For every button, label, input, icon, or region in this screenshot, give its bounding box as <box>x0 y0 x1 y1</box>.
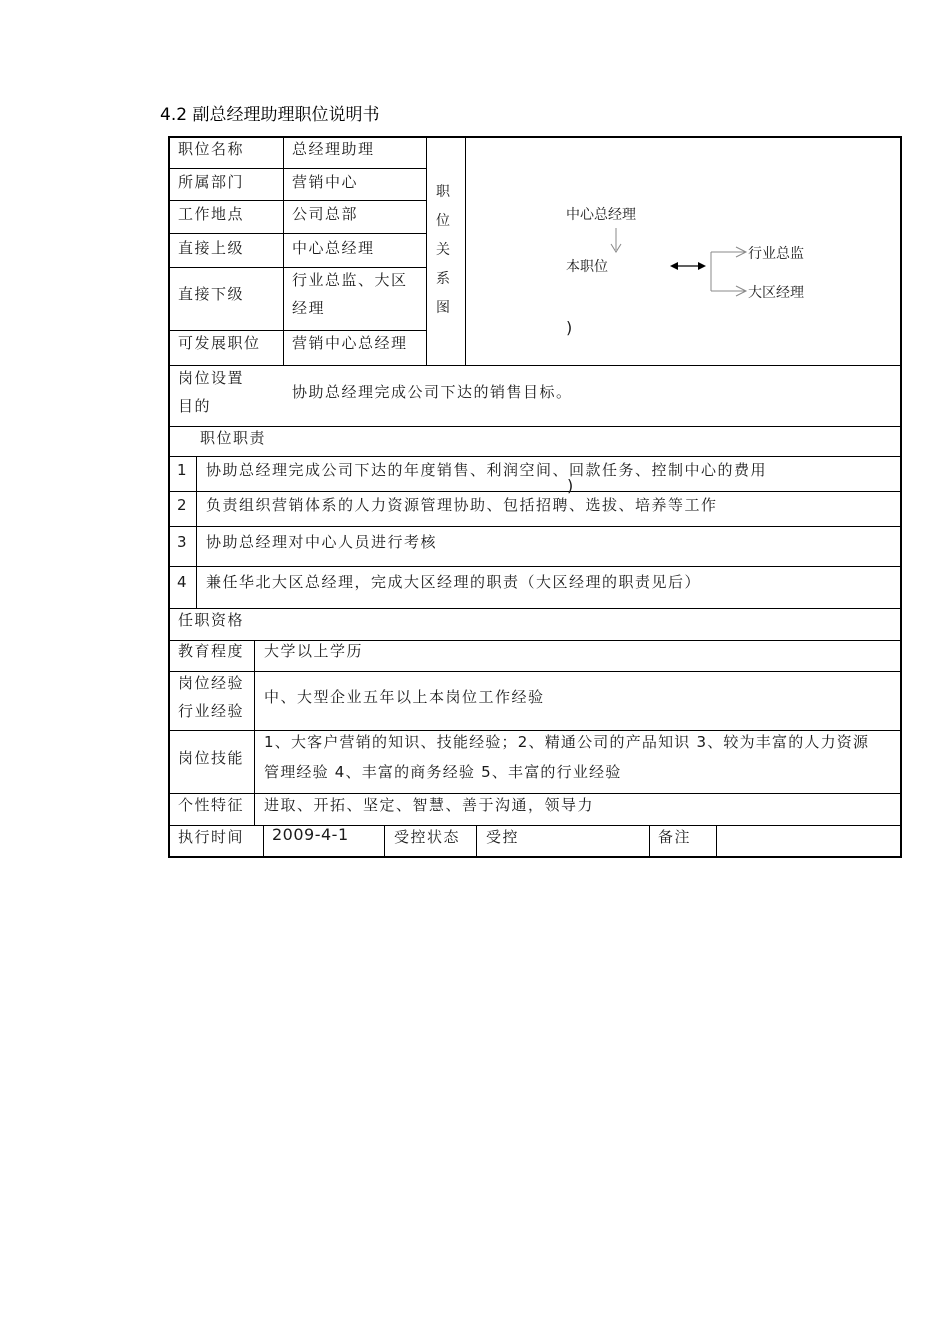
diagram-paren: ) <box>566 318 573 337</box>
label-execution-time: 执行时间 <box>178 828 245 846</box>
value-position-name: 总经理助理 <box>292 140 375 158</box>
stray-paren: ) <box>567 476 575 495</box>
duty-number: 4 <box>177 573 187 591</box>
label-position-name: 职位名称 <box>178 140 245 158</box>
duty-number: 1 <box>177 461 187 479</box>
label-work-location: 工作地点 <box>178 205 245 223</box>
label-career-path: 可发展职位 <box>178 334 261 352</box>
value-skills-line2: 管理经验 4、丰富的商务经验 5、丰富的行业经验 <box>264 763 622 781</box>
value-career-path: 营销中心总经理 <box>292 334 408 352</box>
duty-text: 协助总经理对中心人员进行考核 <box>206 533 438 551</box>
label-control-status: 受控状态 <box>394 828 461 846</box>
double-arrow-left-head <box>670 262 678 270</box>
duty-text: 兼任华北大区总经理，完成大区经理的职责（大区经理的职责见后） <box>206 573 702 591</box>
label-skills: 岗位技能 <box>178 749 245 767</box>
double-arrow-right-head <box>698 262 706 270</box>
duty-text: 负责组织营销体系的人力资源管理协助、包括招聘、选拔、培养等工作 <box>206 496 718 514</box>
label-department: 所属部门 <box>178 173 245 191</box>
value-experience: 中、大型企业五年以上本岗位工作经验 <box>264 688 545 706</box>
relation-label-char: 关 <box>436 242 450 258</box>
label-industry-experience: 行业经验 <box>178 702 245 720</box>
label-remarks: 备注 <box>658 828 692 846</box>
diagram-sub-node-1: 行业总监 <box>748 246 804 262</box>
diagram-sub-node-2: 大区经理 <box>748 285 804 301</box>
value-skills-line1: 1、大客户营销的知识、技能经验；2、精通公司的产品知识 3、较为丰富的人力资源 <box>264 733 870 751</box>
value-work-location: 公司总部 <box>292 205 359 223</box>
value-personality: 进取、开拓、坚定、智慧、善于沟通，领导力 <box>264 796 595 814</box>
purpose-text: 协助总经理完成公司下达的销售目标。 <box>292 383 573 401</box>
qualifications-section-label: 任职资格 <box>178 611 245 629</box>
diagram-top-node: 中心总经理 <box>566 207 636 223</box>
label-personality: 个性特征 <box>178 796 245 814</box>
value-execution-time: 2009-4-1 <box>272 825 349 844</box>
duty-number: 2 <box>177 496 187 514</box>
value-direct-superior: 中心总经理 <box>292 239 375 257</box>
relation-label-char: 职 <box>436 184 450 200</box>
label-job-experience: 岗位经验 <box>178 674 245 692</box>
relation-label-char: 系 <box>436 271 450 287</box>
relation-label-char: 图 <box>436 300 450 316</box>
relation-label-char: 位 <box>436 213 450 229</box>
relation-diagram-lines <box>468 138 900 366</box>
relation-diagram <box>468 138 900 366</box>
value-control-status: 受控 <box>486 828 520 846</box>
diagram-self-node: 本职位 <box>566 259 608 275</box>
label-direct-superior: 直接上级 <box>178 239 245 257</box>
duty-text: 协助总经理完成公司下达的年度销售、利润空间、回款任务、控制中心的费用 <box>206 461 768 479</box>
value-department: 营销中心 <box>292 173 359 191</box>
label-direct-subordinates: 直接下级 <box>178 285 245 303</box>
label-education: 教育程度 <box>178 642 245 660</box>
label-purpose-line: 目的 <box>178 397 212 415</box>
duties-section-label: 职位职责 <box>200 429 267 447</box>
label-purpose-line: 岗位设置 <box>178 369 245 387</box>
value-direct-subordinates: 行业总监、大区经理 <box>292 271 408 317</box>
document-title: 4.2 副总经理助理职位说明书 <box>160 105 380 125</box>
value-education: 大学以上学历 <box>264 642 364 660</box>
duty-number: 3 <box>177 533 187 551</box>
